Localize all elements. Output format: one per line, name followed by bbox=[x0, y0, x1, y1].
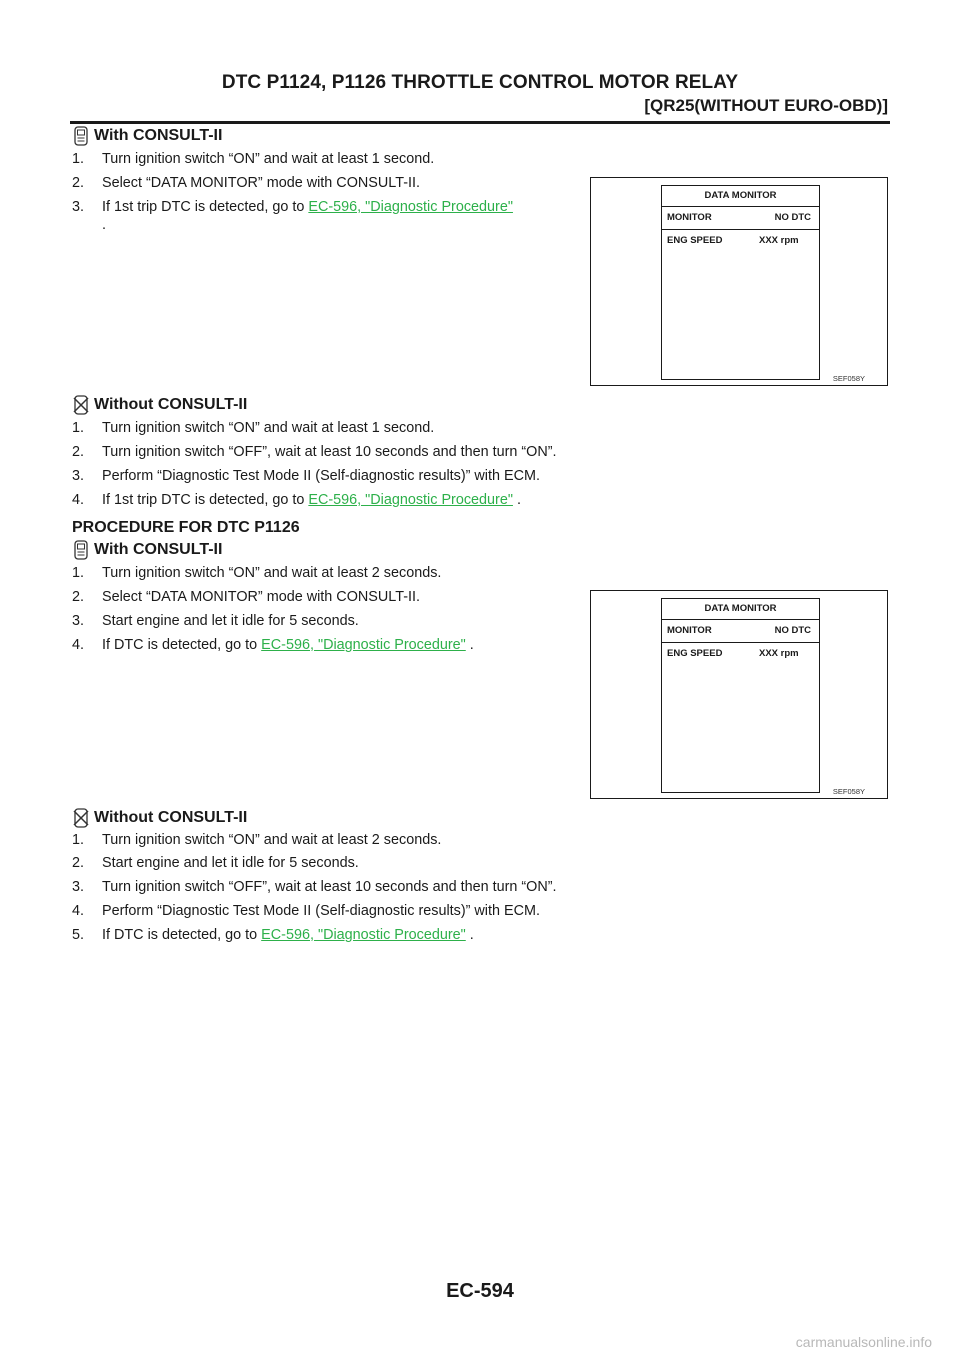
header-rule bbox=[70, 121, 890, 124]
screen-columns: MONITOR NO DTC bbox=[662, 207, 819, 230]
no-consult-icon bbox=[72, 808, 90, 828]
diagnostic-procedure-link[interactable]: EC-596, "Diagnostic Procedure" bbox=[308, 492, 513, 508]
screen-title: DATA MONITOR bbox=[662, 599, 819, 620]
screen-columns: MONITOR NO DTC bbox=[662, 620, 819, 643]
step-tail: . bbox=[102, 217, 106, 233]
screen-title: DATA MONITOR bbox=[662, 186, 819, 207]
page-title: DTC P1124, P1126 THROTTLE CONTROL MOTOR RELAY bbox=[221, 72, 739, 93]
page-number: EC-594 bbox=[446, 1280, 514, 1302]
data-monitor-figure bbox=[590, 177, 888, 386]
step: 4. If 1st trip DTC is detected, go to EC-596, "Diagnostic Procedure" . bbox=[72, 492, 521, 508]
section-with-consult-2 bbox=[72, 540, 222, 560]
step: 3. If 1st trip DTC is detected, go to EC-596, "Diagnostic Procedure" bbox=[72, 199, 513, 215]
step: 4. Perform “Diagnostic Test Mode II (Self-diagnostic results)” with ECM. bbox=[72, 903, 540, 919]
step: 1. Turn ignition switch “ON” and wait at least 2 seconds. bbox=[72, 565, 442, 581]
screen-item: ENG SPEED XXX rpm bbox=[667, 648, 799, 659]
diagnostic-procedure-link[interactable]: EC-596, "Diagnostic Procedure" bbox=[308, 199, 513, 215]
watermark: carmanualsonline.info bbox=[795, 1334, 932, 1350]
step: 1. Turn ignition switch “ON” and wait at least 1 second. bbox=[72, 151, 435, 167]
section-with-consult-1 bbox=[72, 126, 222, 146]
no-consult-icon bbox=[72, 395, 90, 415]
consult-icon bbox=[72, 126, 90, 146]
section-title: Without CONSULT-II bbox=[94, 396, 248, 413]
diagnostic-procedure-link[interactable]: EC-596, "Diagnostic Procedure" bbox=[261, 927, 466, 943]
section-without-consult-1 bbox=[72, 395, 247, 415]
step: 3. Turn ignition switch “OFF”, wait at least 10 seconds and then turn “ON”. bbox=[72, 879, 557, 895]
figure-code: SEF058Y bbox=[832, 374, 865, 383]
step: 4. If DTC is detected, go to EC-596, "Diagnostic Procedure" . bbox=[72, 637, 474, 653]
step: 2. Start engine and let it idle for 5 seconds. bbox=[72, 855, 359, 871]
procedure-heading: PROCEDURE FOR DTC P1126 bbox=[72, 519, 300, 536]
step: 2. Turn ignition switch “OFF”, wait at least 10 seconds and then turn “ON”. bbox=[72, 444, 557, 460]
step: 1. Turn ignition switch “ON” and wait at least 2 seconds. bbox=[72, 832, 442, 848]
step: 2. Select “DATA MONITOR” mode with CONSULT-II. bbox=[72, 589, 420, 605]
step: 3. Start engine and let it idle for 5 seconds. bbox=[72, 613, 359, 629]
section-without-consult-2 bbox=[72, 808, 247, 828]
consult-screen bbox=[661, 185, 820, 380]
section-title: With CONSULT-II bbox=[94, 127, 223, 144]
diagnostic-procedure-link[interactable]: EC-596, "Diagnostic Procedure" bbox=[261, 637, 466, 653]
data-monitor-figure bbox=[590, 590, 888, 799]
screen-item: ENG SPEED XXX rpm bbox=[667, 235, 799, 246]
consult-icon bbox=[72, 540, 90, 560]
section-title: With CONSULT-II bbox=[94, 541, 223, 558]
page-subtitle: [QR25(WITHOUT EURO-OBD)] bbox=[644, 96, 888, 115]
consult-screen bbox=[661, 598, 820, 793]
figure-code: SEF058Y bbox=[832, 787, 865, 796]
step: 1. Turn ignition switch “ON” and wait at least 1 second. bbox=[72, 420, 435, 436]
step: 3. Perform “Diagnostic Test Mode II (Self-diagnostic results)” with ECM. bbox=[72, 468, 540, 484]
section-title: Without CONSULT-II bbox=[94, 809, 248, 826]
step: 5. If DTC is detected, go to EC-596, "Diagnostic Procedure" . bbox=[72, 927, 474, 943]
step: 2. Select “DATA MONITOR” mode with CONSULT-II. bbox=[72, 175, 420, 191]
